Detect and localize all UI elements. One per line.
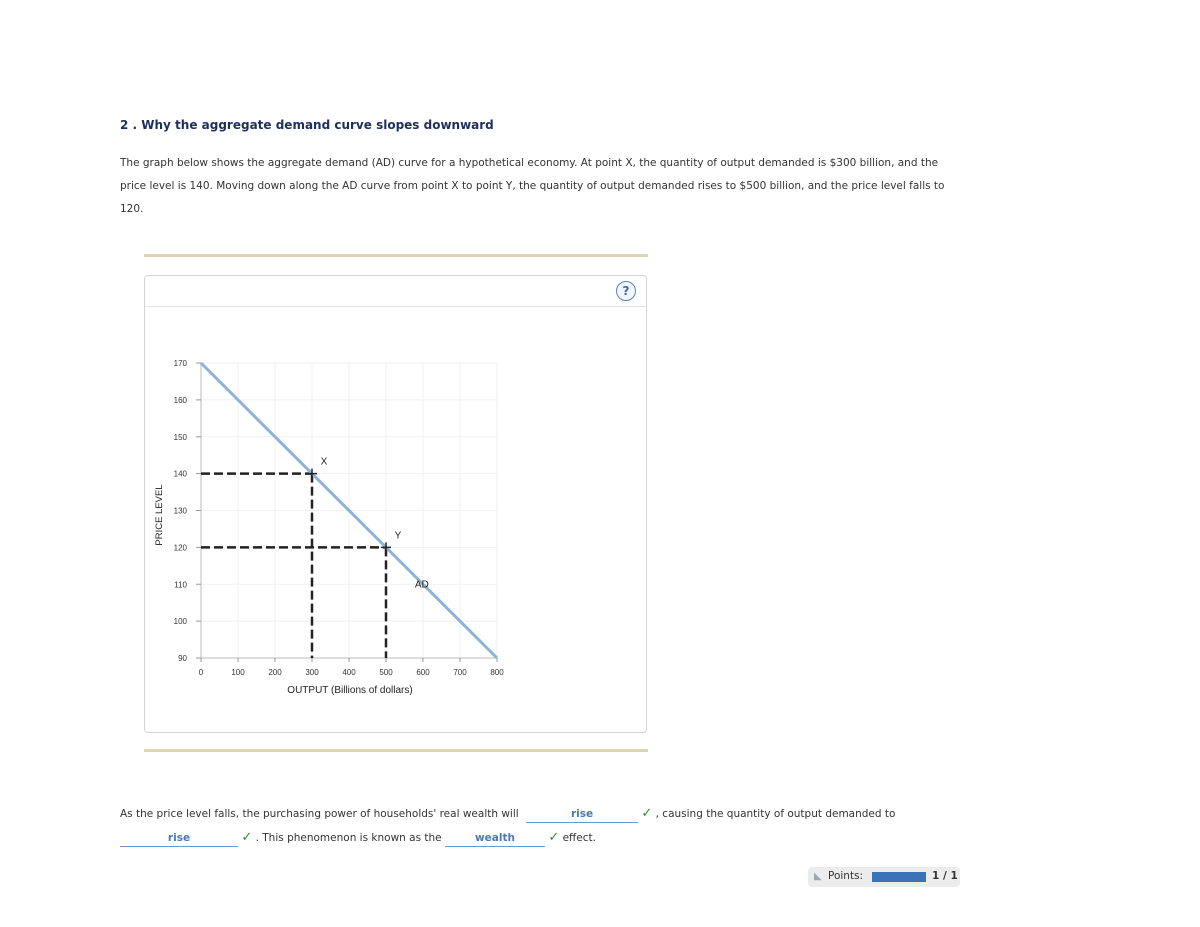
check-icon: ✓ — [241, 830, 253, 845]
y-tick-label: 140 — [173, 469, 187, 479]
x-tick-label: 400 — [342, 668, 356, 677]
point-y-label: Y — [394, 530, 402, 542]
points-progress-bar — [872, 872, 926, 882]
help-question-icon[interactable]: ? — [616, 281, 636, 301]
x-axis-label: OUTPUT (Billions of dollars) — [287, 685, 413, 696]
x-tick-label: 100 — [231, 668, 245, 677]
x-tick-label: 0 — [198, 668, 204, 677]
x-tick-label: 600 — [416, 668, 430, 677]
check-icon: ✓ — [548, 830, 560, 845]
graph-top-divider — [144, 254, 648, 257]
answer-text-4: effect. — [562, 832, 596, 844]
y-tick-label: 120 — [173, 543, 187, 553]
y-axis-label: PRICE LEVEL — [154, 484, 165, 546]
question-title: 2 . Why the aggregate demand curve slopes downward — [120, 118, 494, 132]
answer-blank-wealth-direction[interactable]: rise — [526, 806, 638, 823]
points-flag-icon: ◣ — [814, 871, 822, 882]
answer-paragraph — [120, 802, 960, 850]
x-tick-label: 200 — [268, 668, 282, 677]
ad-chart — [145, 276, 648, 734]
answer-text-1: As the price level falls, the purchasing power of households' real wealth will — [120, 808, 519, 820]
ad-curve-label: AD — [414, 579, 429, 591]
graph-container[interactable] — [144, 275, 647, 733]
x-tick-label: 300 — [305, 668, 319, 677]
y-tick-label: 130 — [173, 506, 187, 516]
y-tick-label: 160 — [173, 395, 187, 405]
y-tick-label: 90 — [178, 654, 187, 663]
points-label: Points: — [828, 870, 864, 882]
answer-text-2: , causing the quantity of output demanded to — [655, 808, 896, 820]
x-tick-label: 500 — [379, 668, 393, 677]
point-x-label: X — [320, 456, 328, 468]
y-tick-label: 100 — [173, 617, 187, 627]
points-value: 1 / 1 — [932, 870, 958, 882]
answer-blank-effect-name[interactable]: wealth — [445, 830, 545, 847]
question-description: The graph below shows the aggregate demand (AD) curve for a hypothetical economy. At point X, the quantity of output demanded is $300 billion, and the price level is 140. Moving down along the AD curve from point X to point Y, the quantity of output demanded rises to $500 billion, and the price level falls to 120. — [120, 157, 945, 215]
y-tick-label: 170 — [173, 359, 187, 368]
graph-bottom-divider — [144, 749, 648, 752]
y-tick-label: 110 — [174, 580, 187, 590]
answer-text-3: . This phenomenon is known as the — [255, 832, 442, 844]
x-tick-label: 800 — [490, 668, 504, 677]
answer-blank-quantity-direction[interactable]: rise — [120, 830, 238, 847]
points-indicator — [808, 867, 960, 887]
x-tick-label: 700 — [453, 668, 467, 677]
check-icon: ✓ — [641, 806, 653, 821]
y-tick-label: 150 — [173, 432, 187, 442]
